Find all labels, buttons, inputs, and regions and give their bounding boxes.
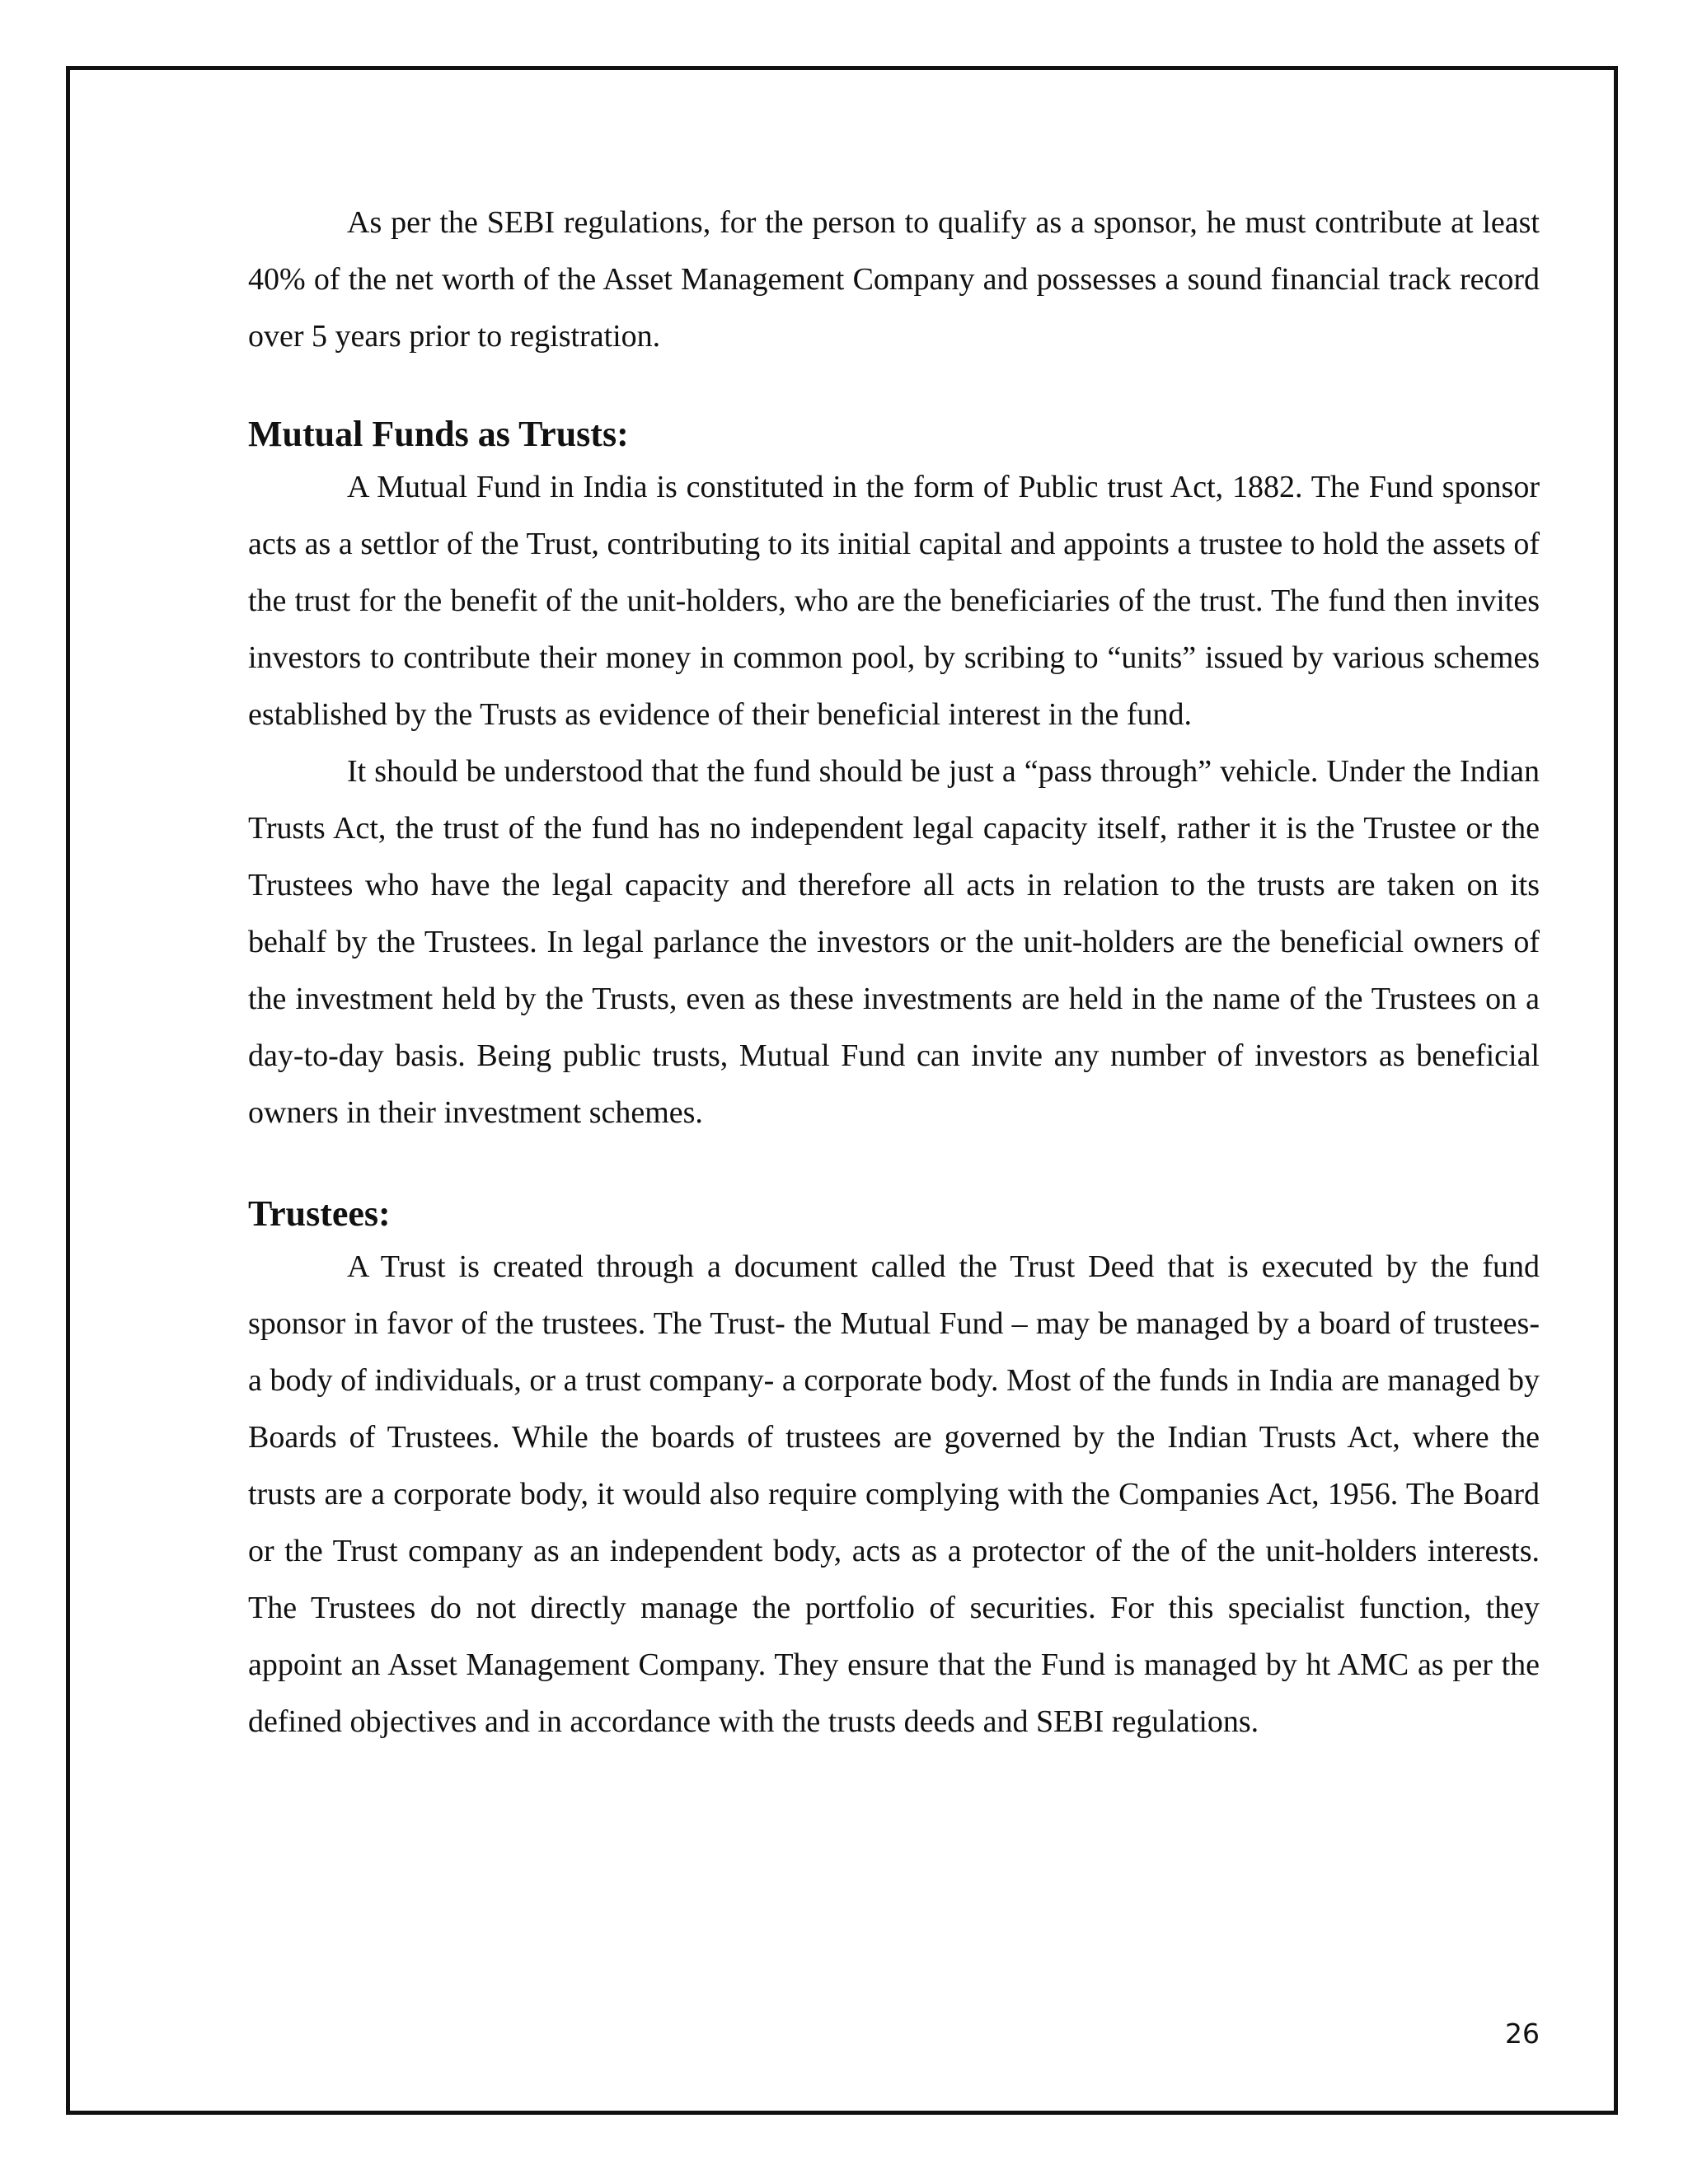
- section-heading-trusts: Mutual Funds as Trusts:: [248, 414, 629, 454]
- trusts-paragraph-2: It should be understood that the fund should be just a “pass through” vehicle. Under the Indian Trusts Act, the trust of the fund has no independent legal capacity itself, rather it is the Trustee or the Trustees who have the legal capacity and therefore all acts in relation to the trusts are taken on its behalf by the Trustees. In legal parlance the investors or the unit-holders are the beneficial owners of the investment held by the Trusts, even as these investments are held in the name of the Trustees on a day-to-day basis. Being public trusts, Mutual Fund can invite any number of investors as beneficial owners in their investment schemes.: [248, 754, 1540, 1130]
- section-heading-trustees: Trustees:: [248, 1193, 391, 1234]
- trusts-paragraph-1: A Mutual Fund in India is constituted in the form of Public trust Act, 1882. The Fund sponsor acts as a settlor of the Trust, contributing to its initial capital and appoints a trustee to hold the assets of the trust for the benefit of the unit-holders, who are the beneficiaries of the trust. The fund then invites investors to contribute their money in common pool, by scribing to “units” issued by various schemes established by the Trusts as evidence of their beneficial interest in the fund.: [248, 470, 1540, 732]
- page-number: 26: [1505, 2018, 1540, 2050]
- page-content: [248, 194, 1540, 1750]
- section-trustees: [248, 1189, 1540, 1750]
- section-mutual-funds-as-trusts: [248, 410, 1540, 1141]
- intro-paragraph: As per the SEBI regulations, for the person to qualify as a sponsor, he must contribute at least 40% of the net worth of the Asset Management Company and possesses a sound financial track record over 5 years prior to registration.: [248, 205, 1540, 354]
- trustees-paragraph-1: A Trust is created through a document called the Trust Deed that is executed by the fund sponsor in favor of the trustees. The Trust- the Mutual Fund – may be managed by a board of trustees- a body of individuals, or a trust company- a corporate body. Most of the funds in India are managed by Boards of Trustees. While the boards of trustees are governed by the Indian Trusts Act, where the trusts are a corporate body, it would also require complying with the Companies Act, 1956. The Board or the Trust company as an independent body, acts as a protector of the of the unit-holders interests. The Trustees do not directly manage the portfolio of securities. For this specialist function, they appoint an Asset Management Company. They ensure that the Fund is managed by ht AMC as per the defined objectives and in accordance with the trusts deeds and SEBI regulations.: [248, 1249, 1540, 1739]
